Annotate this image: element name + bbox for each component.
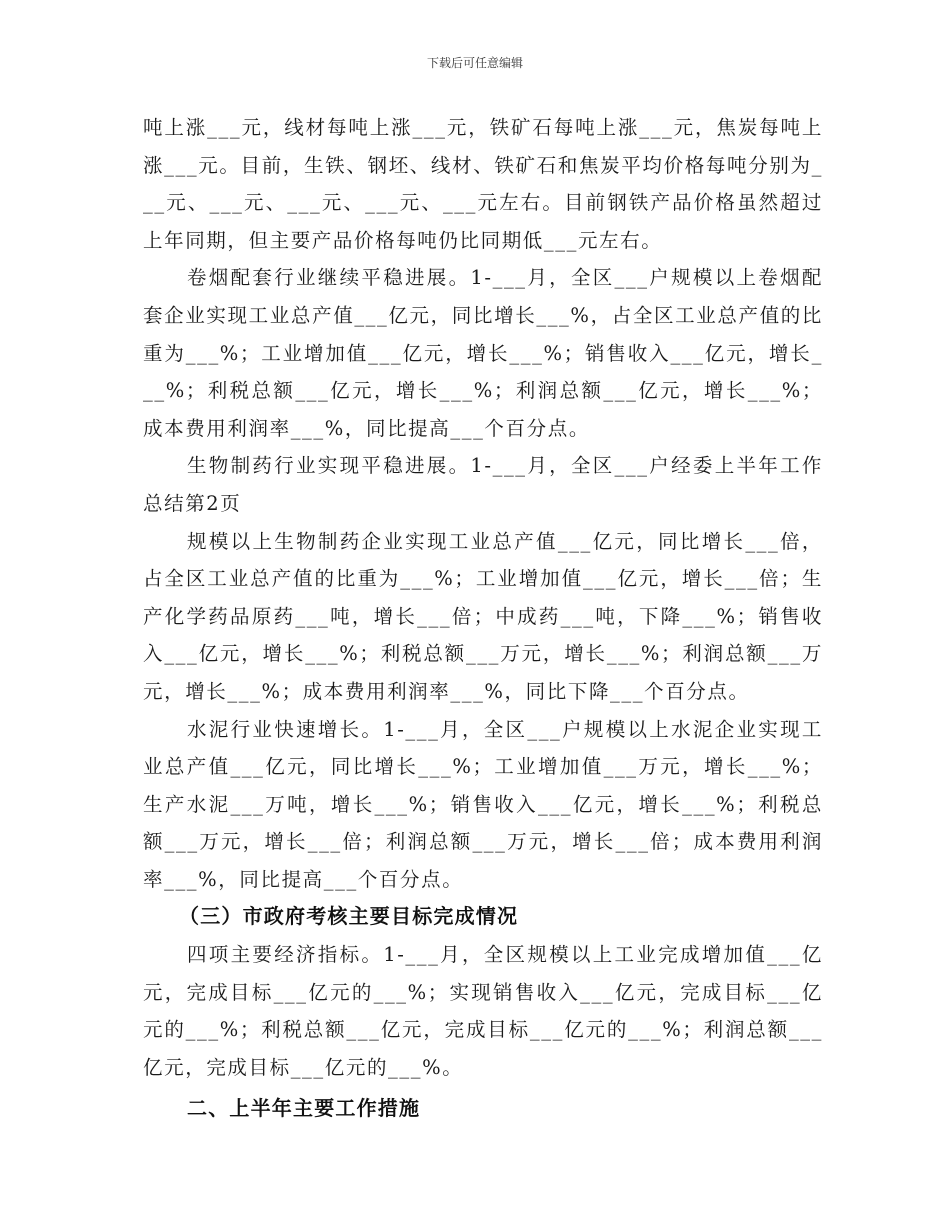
paragraph-cement-industry: 水泥行业快速增长。1-___月，全区___户规模以上水泥企业实现工业总产值___亿元，同比增长___%；工业增加值___万元，增长___%；生产水泥___万吨，增长___%；销售收入___亿元，增长___%；利税总额___万元，增长___倍；利润总额___万元，增长___倍；成本费用利润率___%，同比提高___个百分点。 bbox=[143, 717, 823, 891]
section-heading-measures: 二、上半年主要工作措施 bbox=[187, 1096, 421, 1121]
paragraph-cigarette-industry: 卷烟配套行业继续平稳进展。1-___月，全区___户规模以上卷烟配套企业实现工业总产值___亿元，同比增长___%，占全区工业总产值的比重为___%；工业增加值___亿元，增长___%；销售收入___亿元，增长___%；利税总额___亿元，增长___%；利润总额___亿元，增长___%；成本费用利润率___%，同比提高___个百分点。 bbox=[143, 266, 823, 440]
paragraph-biopharma-intro: 生物制药行业实现平稳进展。1-___月，全区___户经委上半年工作总结第2页 bbox=[143, 454, 823, 515]
section-heading-targets: （三）市政府考核主要目标完成情况 bbox=[179, 904, 519, 929]
document-body bbox=[143, 109, 823, 1128]
paragraph-economic-indicators: 四项主要经济指标。1-___月，全区规模以上工业完成增加值___亿元，完成目标___亿元的___%；实现销售收入___亿元，完成目标___亿元的___%；利税总额___亿元，完成目标___亿元的___%；利润总额___亿元，完成目标___亿元的___%。 bbox=[143, 943, 823, 1079]
header-note: 下载后可任意编辑 bbox=[426, 56, 523, 70]
paragraph-biopharma-stats: 规模以上生物制药企业实现工业总产值___亿元，同比增长___倍，占全区工业总产值的比重为___%；工业增加值___亿元，增长___倍；生产化学药品原药___吨，增长___倍；中成药___吨，下降___%；销售收入___亿元，增长___%；利税总额___万元，增长___%；利润总额___万元，增长___%；成本费用利润率___%，同比下降___个百分点。 bbox=[143, 529, 823, 703]
paragraph-steel-prices: 吨上涨___元，线材每吨上涨___元，铁矿石每吨上涨___元，焦炭每吨上涨___元。目前，生铁、钢坯、线材、铁矿石和焦炭平均价格每吨分别为___元、___元、___元、___元、___元左右。目前钢铁产品价格虽然超过上年同期，但主要产品价格每吨仍比同期低___元左右。 bbox=[143, 116, 823, 252]
